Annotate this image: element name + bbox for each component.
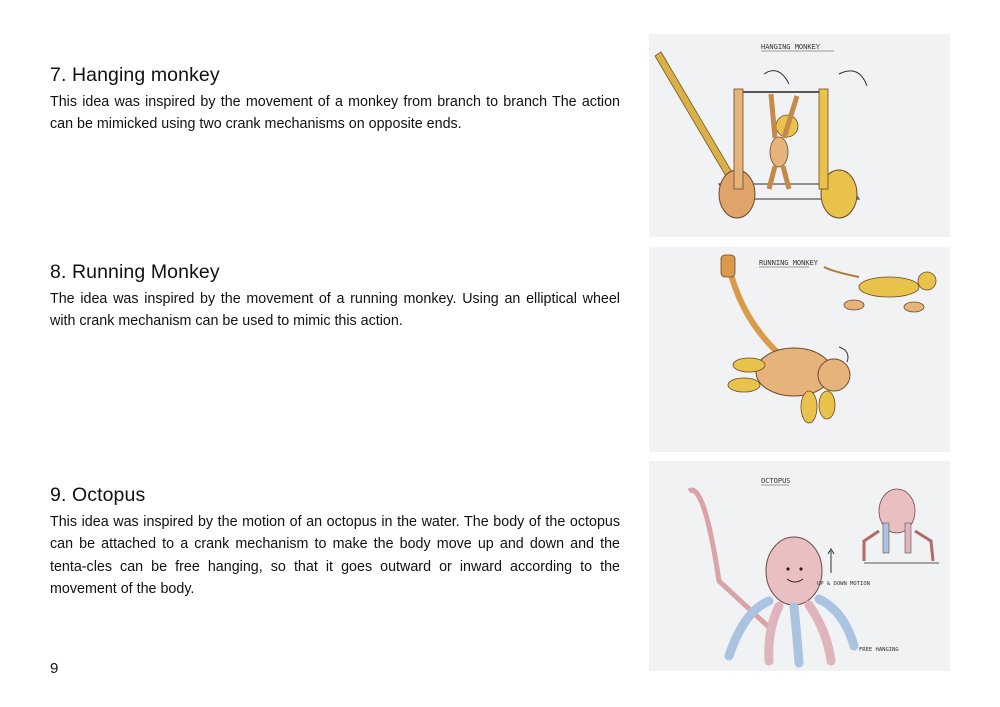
page-number: 9	[50, 660, 59, 677]
free-hanging-note: FREE HANGING	[859, 647, 899, 653]
up-down-note: UP & DOWN MOTION	[817, 581, 870, 587]
hanging-monkey-sketch	[649, 34, 950, 237]
octopus-sketch	[649, 461, 950, 671]
sketch-caption: HANGING MONKEY	[761, 43, 821, 51]
running-monkey-sketch	[649, 247, 950, 452]
section-heading: 7. Hanging monkey	[50, 64, 220, 86]
section-heading: 8. Running Monkey	[50, 261, 220, 283]
hanging-monkey-drawing	[649, 34, 950, 237]
running-monkey-drawing	[649, 247, 950, 452]
sketch-caption: RUNNING MONKEY	[759, 259, 819, 267]
section-running-monkey	[50, 260, 620, 333]
section-hanging-monkey	[50, 63, 620, 136]
section-octopus	[50, 483, 620, 601]
octopus-drawing	[649, 461, 950, 671]
sketch-caption: OCTOPUS	[761, 477, 791, 485]
section-heading: 9. Octopus	[50, 484, 146, 506]
section-body: The idea was inspired by the movement of a running monkey. Using an elliptical wheel with crank mechanism can be used to mimic this action.	[50, 291, 620, 330]
section-body: This idea was inspired by the movement of a monkey from branch to branch The action can be mimicked using two crank mechanisms on opposite ends.	[50, 94, 620, 133]
section-body: This idea was inspired by the motion of an octopus in the water. The body of the octopus can be attached to a crank mechanism to make the body move up and down and the tenta-cles can be free hanging, so that it goes outward or inward according to the movement of the body.	[50, 514, 620, 598]
